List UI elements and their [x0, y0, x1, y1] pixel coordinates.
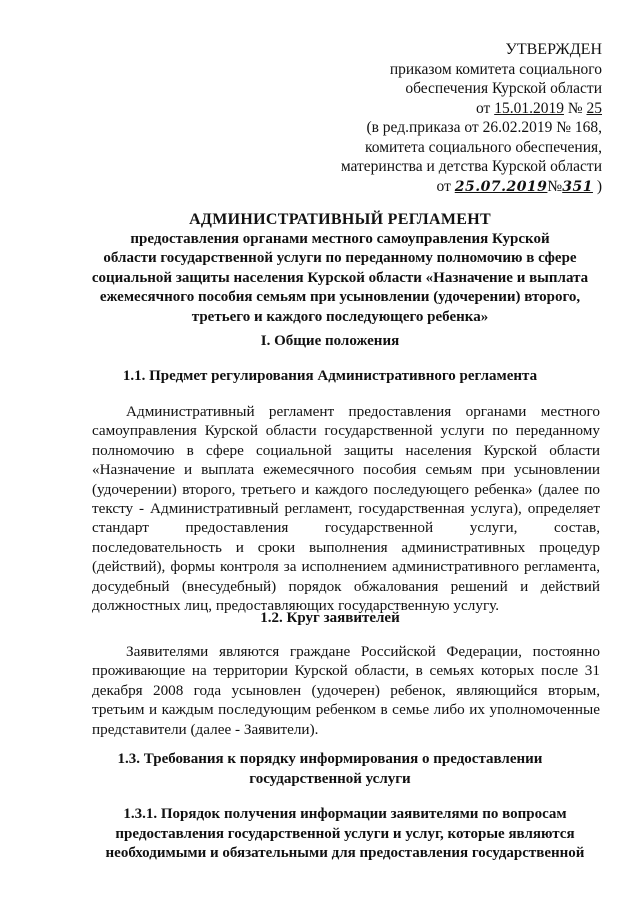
approval-line-1: приказом комитета социального [389, 60, 602, 78]
section-heading-1-3-line-2: государственной услуги [249, 770, 411, 787]
amendment-number-prefix: № [547, 177, 563, 195]
amendment-number-handwritten: 351 [562, 178, 593, 195]
amendment-line-3: материнства и детства Курской области [340, 158, 602, 175]
document-title-block [60, 210, 620, 327]
title-line-3: социальной защиты населения Курской области «Назначение и выплата [91, 269, 589, 286]
paragraph-applicants-text: Заявителями являются граждане Российской Федерации, постоянно проживающие на территории Курской области, в семьях которых после 31 декабря 2008 года усыновлен (удочерен) ребенок, являющийся вторым, третьим и каждым последующим ребенком в семье либо их уполномоченные представители (далее - Заявители). [92, 643, 600, 738]
title-line-2: области государственной услуги по переданному полномочию в сфере [103, 250, 577, 266]
section-heading-1-3 [40, 750, 620, 789]
amendment-close: ) [596, 177, 602, 195]
paragraph-applicants [92, 642, 600, 739]
section-heading-1-3-1-line-2: предоставления государственной услуги и услуг, которые являются [115, 825, 575, 842]
paragraph-subject-text: Административный регламент предоставления органами местного самоуправления Курской области государственной услуги по переданному полномочию в сфере социальной защиты населения Курской области «Назначение и выплата ежемесячного пособия семьям при усыновлении (удочерении) второго, третьего и каждого последующего ребенка» (далее по тексту - Административный регламент, государственная услуга), определяет стандарт предоставления государственной услуги, состав, последовательность и сроки выполнения административных процедур (действий), формы контроля за исполнением административного регламента, досудебный (внесудебный) порядок обжалования решений и действий должностных лиц, предоставляющих государственную услугу. [92, 403, 600, 615]
section-heading-1-3-line-1: 1.3. Требования к порядку информирования о предоставлении [117, 751, 543, 767]
approval-stamp [341, 40, 602, 197]
section-heading-1-2: 1.2. Круг заявителей [260, 610, 400, 626]
document-title: АДМИНИСТРАТИВНЫЙ РЕГЛАМЕНТ [189, 211, 491, 228]
amendment-date-handwritten: 25.07.2019 [454, 178, 548, 195]
section-heading-1-3-1-line-3: необходимыми и обязательными для предоставления государственной [105, 845, 585, 861]
amendment-line-1: (в ред.приказа от 26.02.2019 № 168, [366, 119, 602, 136]
approval-heading: УТВЕРЖДЕН [505, 41, 602, 58]
approval-number-prefix: № [567, 99, 583, 117]
amendment-line-2: комитета социального обеспечения, [365, 138, 602, 156]
section-heading-1-3-1-line-1: 1.3.1. Порядок получения информации заявителями по вопросам [123, 806, 567, 822]
approval-date: 15.01.2019 [494, 99, 564, 117]
section-heading-1-1: 1.1. Предмет регулирования Административного регламента [122, 368, 538, 384]
title-line-5: третьего и каждого последующего ребенка» [191, 308, 489, 325]
approval-number: 25 [586, 99, 602, 117]
paragraph-subject [92, 402, 600, 615]
section-heading-1-3-1 [70, 805, 620, 864]
approval-line-2: обеспечения Курской области [405, 80, 602, 97]
amendment-date-line [341, 177, 602, 198]
amendment-date-prefix: от [436, 177, 451, 195]
title-line-4: ежемесячного пособия семьям при усыновлении (удочерении) второго, [99, 289, 581, 305]
section-heading-1: I. Общие положения [260, 333, 400, 349]
title-line-1: предоставления органами местного самоуправления Курской [130, 230, 550, 247]
approval-date-prefix: от [476, 99, 491, 117]
approval-date-line [341, 99, 602, 119]
